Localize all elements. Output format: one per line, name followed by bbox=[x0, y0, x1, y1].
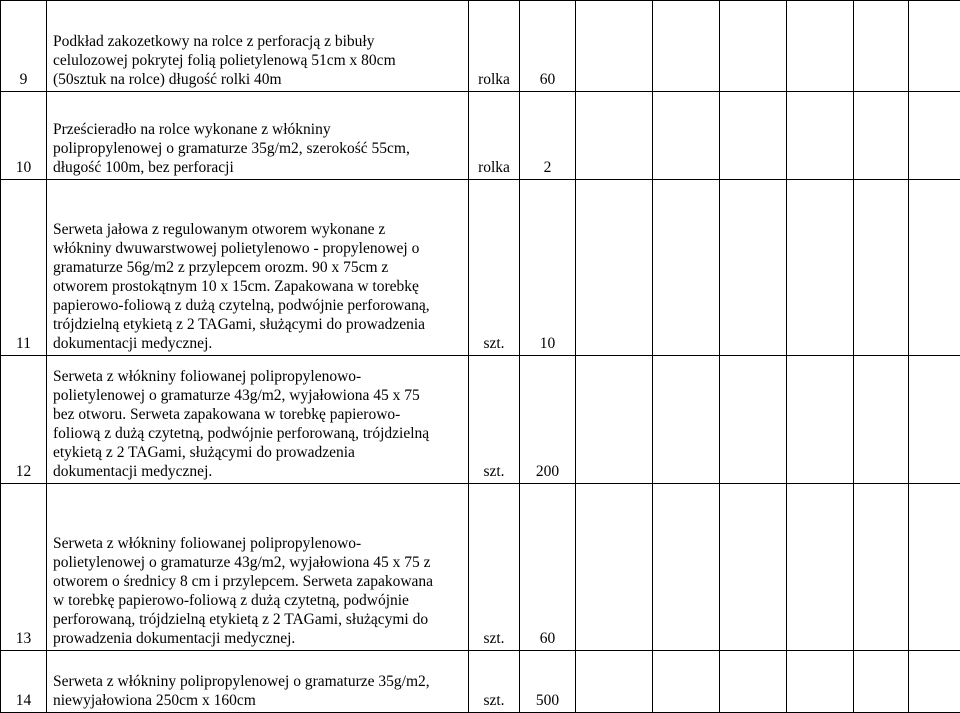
description-line: otworem o średnicy 8 cm i przylepcem. Serweta zapakowana bbox=[53, 573, 434, 590]
item-description bbox=[47, 484, 469, 651]
empty-cell bbox=[720, 356, 787, 484]
empty-cell bbox=[787, 651, 854, 713]
empty-cell bbox=[653, 651, 720, 713]
empty-cell bbox=[576, 1, 653, 92]
item-description bbox=[47, 92, 469, 180]
empty-cell bbox=[576, 484, 653, 651]
description-line: etykietą z 2 TAGami, służącymi do prowadzenia bbox=[53, 444, 355, 461]
description-line: Serweta z włókniny foliowanej polipropylenowo- bbox=[53, 368, 362, 385]
empty-cell bbox=[576, 356, 653, 484]
quantity-cell: 60 bbox=[520, 1, 576, 92]
empty-cell bbox=[720, 651, 787, 713]
empty-cell bbox=[854, 92, 909, 180]
table-row bbox=[1, 484, 960, 651]
empty-cell bbox=[787, 92, 854, 180]
empty-cell bbox=[909, 651, 960, 713]
empty-cell bbox=[909, 92, 960, 180]
empty-cell bbox=[576, 651, 653, 713]
description-line: Podkład zakozetkowy na rolce z perforacją z bibuły bbox=[53, 33, 375, 50]
empty-cell bbox=[787, 180, 854, 356]
empty-cell bbox=[854, 356, 909, 484]
unit-cell: szt. bbox=[469, 484, 520, 651]
quantity-cell: 200 bbox=[520, 356, 576, 484]
empty-cell bbox=[653, 92, 720, 180]
description-line: Serweta jałowa z regulowanym otworem wykonane z bbox=[53, 221, 386, 238]
empty-cell bbox=[720, 1, 787, 92]
empty-cell bbox=[720, 180, 787, 356]
unit-cell: rolka bbox=[469, 92, 520, 180]
row-number: 14 bbox=[1, 651, 47, 713]
item-description bbox=[47, 1, 469, 92]
description-line: papierowo-foliową z dużą czytelną, podwójnie perforowaną, bbox=[53, 297, 430, 314]
description-line: polipropylenowej o gramaturze 35g/m2, szerokość 55cm, bbox=[53, 140, 410, 157]
unit-cell: szt. bbox=[469, 651, 520, 713]
description-line: Serweta z włókniny foliowanej polipropylenowo- bbox=[53, 535, 362, 552]
row-number: 13 bbox=[1, 484, 47, 651]
empty-cell bbox=[787, 484, 854, 651]
item-description bbox=[47, 651, 469, 713]
empty-cell bbox=[854, 651, 909, 713]
quantity-cell: 500 bbox=[520, 651, 576, 713]
table-row bbox=[1, 651, 960, 713]
quantity-cell: 2 bbox=[520, 92, 576, 180]
item-description bbox=[47, 356, 469, 484]
empty-cell bbox=[909, 356, 960, 484]
description-line: trójdzielną etykietą z 2 TAGami, służącymi do prowadzenia bbox=[53, 316, 426, 333]
empty-cell bbox=[909, 180, 960, 356]
description-line: gramaturze 56g/m2 z przylepcem orozm. 90 x 75cm z bbox=[53, 259, 389, 276]
description-line: Serweta z włókniny polipropylenowej o gramaturze 35g/m2, bbox=[53, 673, 430, 690]
unit-cell: szt. bbox=[469, 356, 520, 484]
description-line: dokumentacji medycznej. bbox=[53, 335, 213, 352]
description-line: celulozowej pokrytej folią polietylenową 51cm x 80cm bbox=[53, 52, 396, 69]
unit-cell: szt. bbox=[469, 180, 520, 356]
row-number: 12 bbox=[1, 356, 47, 484]
quantity-cell: 10 bbox=[520, 180, 576, 356]
empty-cell bbox=[653, 1, 720, 92]
description-line: prowadzenia dokumentacji medycznej. bbox=[53, 630, 296, 647]
item-description bbox=[47, 180, 469, 356]
empty-cell bbox=[720, 484, 787, 651]
unit-cell: rolka bbox=[469, 1, 520, 92]
description-line: perforowaną, trójdzielną etykietą z 2 TAGami, służącymi do bbox=[53, 611, 429, 628]
empty-cell bbox=[787, 1, 854, 92]
row-number: 10 bbox=[1, 92, 47, 180]
table-row bbox=[1, 356, 960, 484]
empty-cell bbox=[854, 180, 909, 356]
description-line: Prześcieradło na rolce wykonane z włókniny bbox=[53, 121, 331, 138]
row-number: 11 bbox=[1, 180, 47, 356]
description-line: polietylenowej o gramaturze 43g/m2, wyjałowiona 45 x 75 z bbox=[53, 554, 431, 571]
empty-cell bbox=[653, 356, 720, 484]
empty-cell bbox=[909, 1, 960, 92]
empty-cell bbox=[653, 484, 720, 651]
description-line: polietylenowej o gramaturze 43g/m2, wyjałowiona 45 x 75 bbox=[53, 387, 420, 404]
description-line: foliową z dużą czytetną, podwójnie perforowaną, trójdzielną bbox=[53, 425, 430, 442]
description-line: długość 100m, bez perforacji bbox=[53, 159, 234, 176]
table-row bbox=[1, 1, 960, 92]
description-line: włókniny dwuwarstwowej polietylenowo - propylenowej o bbox=[53, 240, 420, 257]
description-line: (50sztuk na rolce) długość rolki 40m bbox=[53, 71, 282, 88]
empty-cell bbox=[854, 1, 909, 92]
empty-cell bbox=[576, 180, 653, 356]
table-row bbox=[1, 92, 960, 180]
description-line: w torebkę papierowo-foliową z dużą czytetną, podwójnie bbox=[53, 592, 409, 609]
empty-cell bbox=[720, 92, 787, 180]
empty-cell bbox=[653, 180, 720, 356]
description-line: dokumentacji medycznej. bbox=[53, 463, 213, 480]
quantity-cell: 60 bbox=[520, 484, 576, 651]
empty-cell bbox=[787, 356, 854, 484]
table-row bbox=[1, 180, 960, 356]
description-line: bez otworu. Serweta zapakowana w torebkę papierowo- bbox=[53, 406, 401, 423]
empty-cell bbox=[854, 484, 909, 651]
description-line: otworem prostokątnym 10 x 15cm. Zapakowana w torebkę bbox=[53, 278, 419, 295]
empty-cell bbox=[909, 484, 960, 651]
row-number: 9 bbox=[1, 1, 47, 92]
description-line: niewyjałowiona 250cm x 160cm bbox=[53, 692, 256, 709]
empty-cell bbox=[576, 92, 653, 180]
